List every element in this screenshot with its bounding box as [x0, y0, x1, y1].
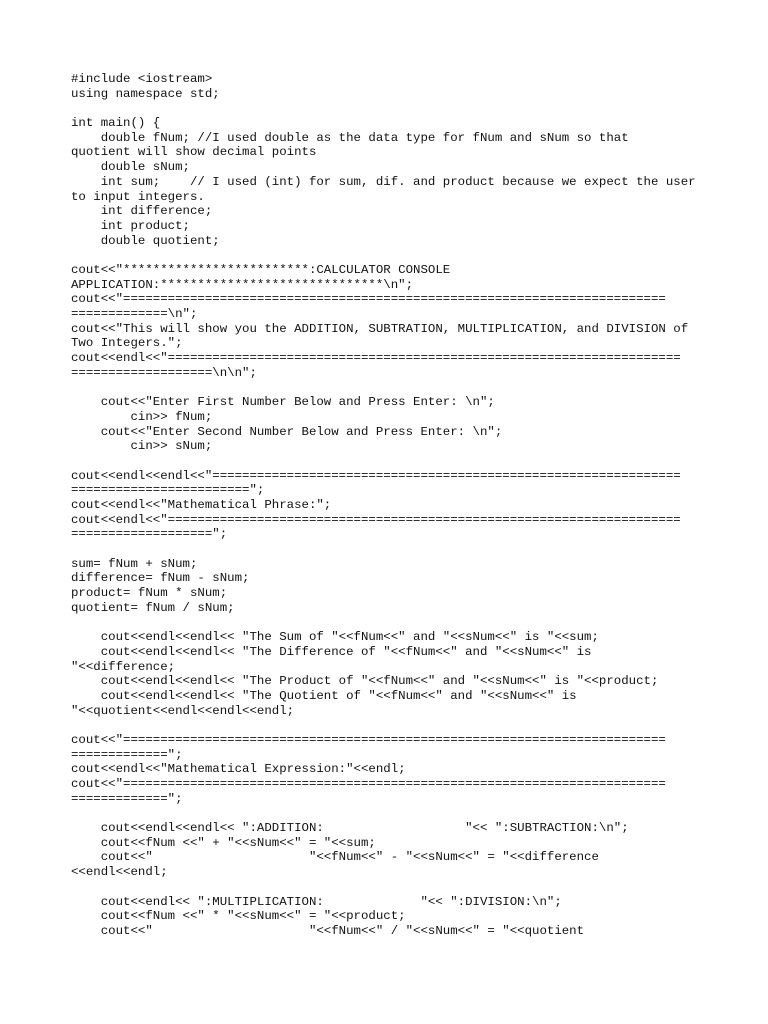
code-line: cout<<"=========================================================================: [71, 777, 666, 791]
code-line: product= fNum * sNum;: [71, 586, 228, 601]
blank-line: [71, 718, 711, 733]
code-line: cin>> sNum;: [71, 439, 213, 454]
code-line: cout<<"Enter Second Number Below and Press Enter: \n";: [71, 424, 503, 439]
code-line: cout<<endl<<endl<< "The Sum of "<<fNum<<" and "<<sNum<<" is "<<sum;: [71, 630, 599, 645]
blank-line: [71, 101, 711, 116]
code-line: ========================";: [71, 483, 265, 498]
code-line: cout<<endl<<endl<< "The Product of "<<fNum<<" and "<<sNum<<" is "<<product;: [71, 674, 659, 689]
code-line: cout<<"Enter First Number Below and Press Enter: \n";: [71, 395, 495, 410]
code-line: int product;: [71, 218, 190, 233]
code-line: cout<<"*************************:CALCULATOR CONSOLE: [71, 262, 451, 277]
code-line: int difference;: [71, 204, 213, 219]
code-line: sum= fNum + sNum;: [71, 556, 198, 571]
blank-line: [71, 806, 711, 821]
code-line: cout<<"This will show you the ADDITION, SUBTRATION, MULTIPLICATION, and DIVISION of: [71, 321, 689, 336]
code-line: =============";: [71, 747, 183, 762]
code-line: difference= fNum - sNum;: [71, 571, 250, 586]
blank-line: [71, 542, 711, 557]
blank-line: [71, 380, 711, 395]
blank-line: [71, 615, 711, 630]
code-line: int sum; // I used (int) for sum, dif. and product because we expect the user: [71, 174, 696, 189]
code-line: cout<<endl<<"Mathematical Expression:"<<endl;: [71, 762, 406, 777]
code-line: cout<<endl<<"Mathematical Phrase:";: [71, 497, 332, 512]
code-line: cout<<" "<<fNum<<" - "<<sNum<<" = "<<difference: [71, 850, 599, 865]
code-line: cout<<" "<<fNum<<" / "<<sNum<<" = "<<quotient: [71, 923, 585, 938]
code-line: ===================\n\n";: [71, 365, 257, 380]
code-line: APPLICATION:******************************\n";: [71, 277, 414, 292]
blank-line: [71, 454, 711, 469]
code-line: to input integers.: [71, 189, 205, 204]
code-line: cout<<endl<<endl<< "The Difference of "<<fNum<<" and "<<sNum<<" is: [71, 644, 592, 659]
code-line: cout<<"=========================================================================: [71, 292, 666, 307]
code-line: cout<<"=========================================================================: [71, 732, 666, 747]
code-line: cout<<fNum <<" + "<<sNum<<" = "<<sum;: [71, 835, 376, 850]
code-line: double quotient;: [71, 233, 220, 248]
code-document: [71, 72, 711, 939]
code-line: double fNum; //I used double as the data type for fNum and sNum so that: [71, 130, 629, 145]
blank-line: [71, 880, 711, 895]
code-line: cout<<fNum <<" * "<<sNum<<" = "<<product;: [71, 909, 406, 924]
code-line: =============\n";: [71, 307, 198, 321]
code-line: "<<quotient<<endl<<endl<<endl;: [71, 703, 295, 718]
code-line: quotient= fNum / sNum;: [71, 600, 235, 615]
code-line: =============";: [71, 791, 183, 806]
code-line: cout<<endl<<"=====================================================================: [71, 351, 681, 366]
code-line: cout<<endl<<endl<< "The Quotient of "<<fNum<<" and "<<sNum<<" is: [71, 688, 577, 703]
code-line: double sNum;: [71, 160, 190, 175]
code-line: ===================";: [71, 527, 228, 542]
code-line: cin>> fNum;: [71, 409, 213, 424]
code-line: cout<<endl<<"=====================================================================: [71, 512, 681, 527]
code-line: <<endl<<endl;: [71, 865, 168, 880]
code-line: #include <iostream>: [71, 72, 213, 86]
code-line: cout<<endl<<endl<< ":ADDITION: "<< ":SUBTRACTION:\n";: [71, 821, 629, 836]
code-line: cout<<endl<<endl<<"===============================================================: [71, 468, 681, 483]
blank-line: [71, 248, 711, 263]
code-line: using namespace std;: [71, 86, 220, 101]
code-line: int main() {: [71, 116, 161, 131]
code-line: cout<<endl<< ":MULTIPLICATION: "<< ":DIVISION:\n";: [71, 894, 562, 909]
code-line: "<<difference;: [71, 659, 176, 674]
code-line: Two Integers.";: [71, 336, 183, 351]
code-line: quotient will show decimal points: [71, 145, 317, 160]
